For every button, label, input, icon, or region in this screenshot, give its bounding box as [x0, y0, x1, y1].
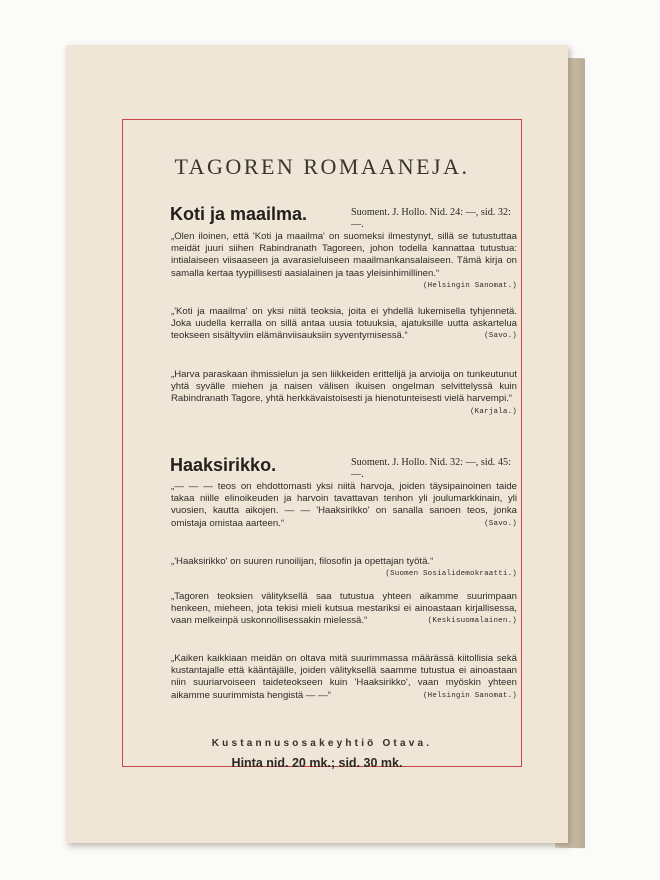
- quote-source: (Savo.): [484, 332, 517, 341]
- book-title-haaksirikko: Haaksirikko.: [170, 455, 277, 475]
- quote-text: „Kaiken kaikkiaan meidän on oltava mitä suurimmassa määrässä kiitollisia sekä kustantajalle että kääntäjälle, joiden välityksellä saamme tutustua ei ainoastaan niin suuriarvoiseen taideteokseen kuin 'Haaksirikko', vaan myöskin yhteen aikamme suurimmista hengistä — —“: [171, 653, 517, 701]
- ad-heading: TAGOREN ROMAANEJA.: [174, 154, 470, 179]
- red-border-frame: [122, 119, 522, 767]
- book-info-haaksirikko: Suoment. J. Hollo. Nid. 32: —, sid. 45: —.: [351, 457, 511, 480]
- quote-source: (Keskisuomalainen.): [427, 617, 517, 626]
- review-quote: [171, 231, 517, 292]
- quote-text: „'Koti ja maailma' on yksi niitä teoksia, joita ei yhdellä lukemisella tyhjennetä. Joka uudella kerralla on sillä antaa uusia totuuksia, ajatuksille uutta askartelua teokseen sisältyviin elämänviisauksiin syventymisessä.“: [171, 306, 517, 342]
- book-title-koti-ja-maailma: Koti ja maailma.: [170, 204, 308, 224]
- quote-text: „Olen iloinen, että 'Koti ja maailma' on suomeksi ilmestynyt, sillä se tutustuttaa meidät juuri siihen Rabindranath Tagoreen, johon todella kannattaa tutustua: intialaiseen viisaaseen ja avarasieluiseen maailmankansalaiseen. Tämä kirja on samalla kertaa tyypillisesti aasialainen ja taas yleisinhimillinen.“: [171, 231, 517, 279]
- review-quote: [171, 306, 517, 343]
- review-quote: [171, 653, 517, 702]
- review-quote: [171, 369, 517, 418]
- review-quote: [171, 591, 517, 628]
- quote-text: „'Haaksirikko' on suuren runoilijan, filosofin ja opettajan työtä.“: [171, 556, 434, 567]
- quote-text: „— — — teos on ehdottomasti yksi niitä harvoja, joiden täysipainoinen taide takaa niille elinoikeuden ja harvoin tavattavan tenhon yli joulumarkkinain, yli vuosien, kautta aikojen. — — 'Haaksirikko' on sanalla sanoen teos, jonka omistaja omistaa aarteen.“: [171, 481, 517, 529]
- book-info-koti-ja-maailma: Suoment. J. Hollo. Nid. 24: —, sid. 32: —.: [351, 207, 511, 230]
- quote-source: (Savo.): [484, 519, 517, 528]
- price-line: Hinta nid. 20 mk.; sid. 30 mk.: [231, 756, 403, 770]
- quote-source: (Helsingin Sanomat.): [422, 691, 517, 700]
- review-quote: [171, 556, 517, 580]
- book-back-cover: [66, 45, 568, 843]
- publisher-name: Kustannusosakeyhtiö Otava.: [211, 738, 433, 749]
- review-quote: [171, 481, 517, 530]
- quote-text: „Harva paraskaan ihmissielun ja sen liikkeiden erittelijä ja arvioija on tunkeutunut yhtä syvälle miehen ja naisen välisen ikuisen ongelman selvittelyssä kuin Rabindranath Tagore, yhtä herkkävaistoisesti ja hienotunteisesti vielä harvempi.“: [171, 369, 517, 405]
- quote-source: (Suomen Sosialidemokraatti.): [385, 570, 517, 579]
- quote-source: (Karjala.): [469, 407, 517, 416]
- quote-source: (Helsingin Sanomat.): [422, 281, 517, 290]
- quote-text: „Tagoren teoksien välityksellä saa tutustua yhteen aikamme suurimpaan henkeen, mieheen, jota tekisi mieli kutsua mestariksi ei ainoastaan kirjallisessa, vaan melkeinpä uskonnollisessakin mielessä.“: [171, 591, 517, 627]
